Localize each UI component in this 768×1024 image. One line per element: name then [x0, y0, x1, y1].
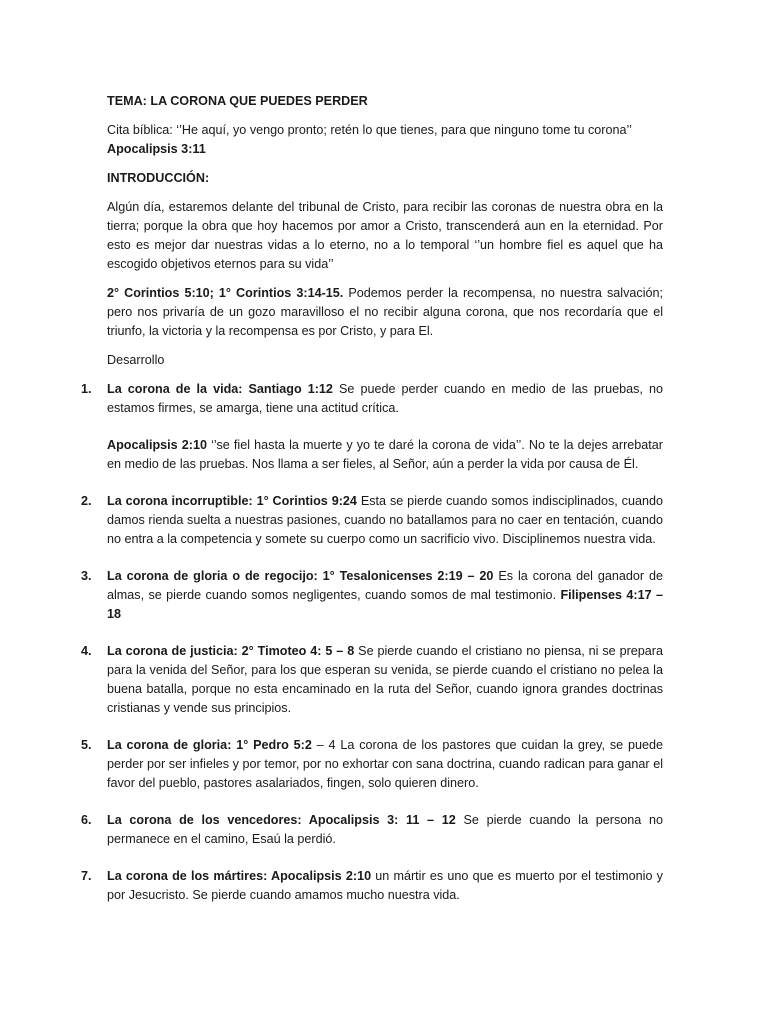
item-text: Se pierde cuando la persona no permanece en el camino, Esaú la perdió. — [107, 813, 663, 846]
list-item — [81, 811, 663, 849]
item-head: La corona de la vida: Santiago 1:12 — [107, 382, 333, 396]
item-text: Es la corona del ganador de almas, se pierde cuando somos negligentes, cuando somos de mal testimonio. — [107, 569, 663, 602]
item-body — [107, 567, 663, 624]
item-head: La corona de gloria: 1° Pedro 5:2 — [107, 738, 312, 752]
intro-heading: INTRODUCCIÓN: — [107, 171, 210, 185]
crown-list — [81, 380, 663, 905]
intro-ref-paragraph — [107, 284, 663, 341]
intro-paragraph: Algún día, estaremos delante del tribunal de Cristo, para recibir las coronas de nuestra obra en la tierra; porque la obra que hoy hacemos por amor a Cristo, transcenderá aun en la eternidad. Por esto es mejor dar nuestras vidas a lo eterno, no a lo temporal ‘’un hombre fiel es aquel que ha escogido objetivos eternos para su vida’’ — [107, 200, 663, 271]
item-number: 1. — [81, 382, 92, 396]
desarrollo-heading: Desarrollo — [107, 353, 165, 367]
item-sub-ref: Apocalipsis 2:10 — [107, 438, 208, 452]
cita-text: ‘’He aquí, yo vengo pronto; retén lo que tienes, para que ninguno tome tu corona’’ — [172, 123, 632, 137]
item-number: 6. — [81, 813, 92, 827]
item-text: un mártir es uno que es muerto por el testimonio y por Jesucristo. Se pierde cuando amamos mucho nuestra vida. — [107, 869, 663, 902]
item-text: Se pierde cuando el cristiano no piensa, ni se prepara para la venida del Señor, para los que esperan su venida, se pierde cuando el cristiano no pelea la buena batalla, porque no esta encaminado en la ruta del Señor, cuando ignora grandes doctrinas cristianas y vende sus principios. — [107, 644, 663, 715]
item-text: Esta se pierde cuando somos indisciplinados, cuando damos rienda suelta a nuestras pasiones, cuando no batallamos para no caer en tentación, cuando no entra a la competencia y somete su cuerpo como un sacrificio vivo. Disciplinemos nuestra vida. — [107, 494, 663, 546]
item-number: 3. — [81, 569, 92, 583]
list-item — [81, 492, 663, 549]
item-body — [107, 736, 663, 793]
item-number: 5. — [81, 738, 92, 752]
item-body — [107, 811, 663, 849]
list-item — [81, 642, 663, 718]
item-head: La corona de gloria o de regocijo: 1° Tesalonicenses 2:19 – 20 — [107, 569, 494, 583]
item-number: 4. — [81, 644, 92, 658]
list-item — [81, 867, 663, 905]
intro-ref-text: Podemos perder la recompensa, no nuestra salvación; pero nos privaría de un gozo maravilloso el no recibir alguna corona, que nos recordaría que el triunfo, la victoria y la recompensa es por Cristo, y para El. — [107, 286, 663, 338]
list-item — [81, 567, 663, 624]
item-head: La corona de los mártires: Apocalipsis 2:10 — [107, 869, 372, 883]
item-head: La corona de los vencedores: Apocalipsis 3: 11 – 12 — [107, 813, 456, 827]
cita-ref: Apocalipsis 3:11 — [107, 142, 206, 156]
item-sub-text: ‘’se fiel hasta la muerte y yo te daré la corona de vida’’. No te la dejes arrebatar en medio de las pruebas. Nos llama a ser fieles, al Señor, aún a perder la vida por causa de Él. — [107, 438, 663, 471]
item-head: La corona incorruptible: 1° Corintios 9:24 — [107, 494, 357, 508]
cita-label: Cita bíblica: — [107, 123, 173, 137]
item-body — [107, 642, 663, 718]
item-number: 7. — [81, 869, 92, 883]
document-content — [81, 92, 663, 905]
item-head: La corona de justicia: 2° Timoteo 4: 5 – 8 — [107, 644, 355, 658]
item-body — [107, 867, 663, 905]
item-sub-paragraph — [107, 436, 663, 474]
list-item — [81, 736, 663, 793]
item-body — [107, 492, 663, 549]
item-tail-ref: Filipenses 4:17 – 18 — [107, 588, 663, 621]
document-title: TEMA: LA CORONA QUE PUEDES PERDER — [107, 94, 368, 108]
cita-biblica — [107, 121, 663, 159]
item-text: – 4 La corona de los pastores que cuidan la grey, se puede perder por ser infieles y por temor, por no exhortar con sana doctrina, cuando radican para ganar el favor del pueblo, pastores asalariados, fingen, solo quieren dinero. — [107, 738, 663, 790]
item-number: 2. — [81, 494, 92, 508]
intro-refs: 2° Corintios 5:10; 1° Corintios 3:14-15. — [107, 286, 344, 300]
list-item — [81, 380, 663, 474]
item-body — [107, 380, 663, 418]
item-text: Se puede perder cuando en medio de las pruebas, no estamos firmes, se amarga, tiene una actitud crítica. — [107, 382, 663, 415]
